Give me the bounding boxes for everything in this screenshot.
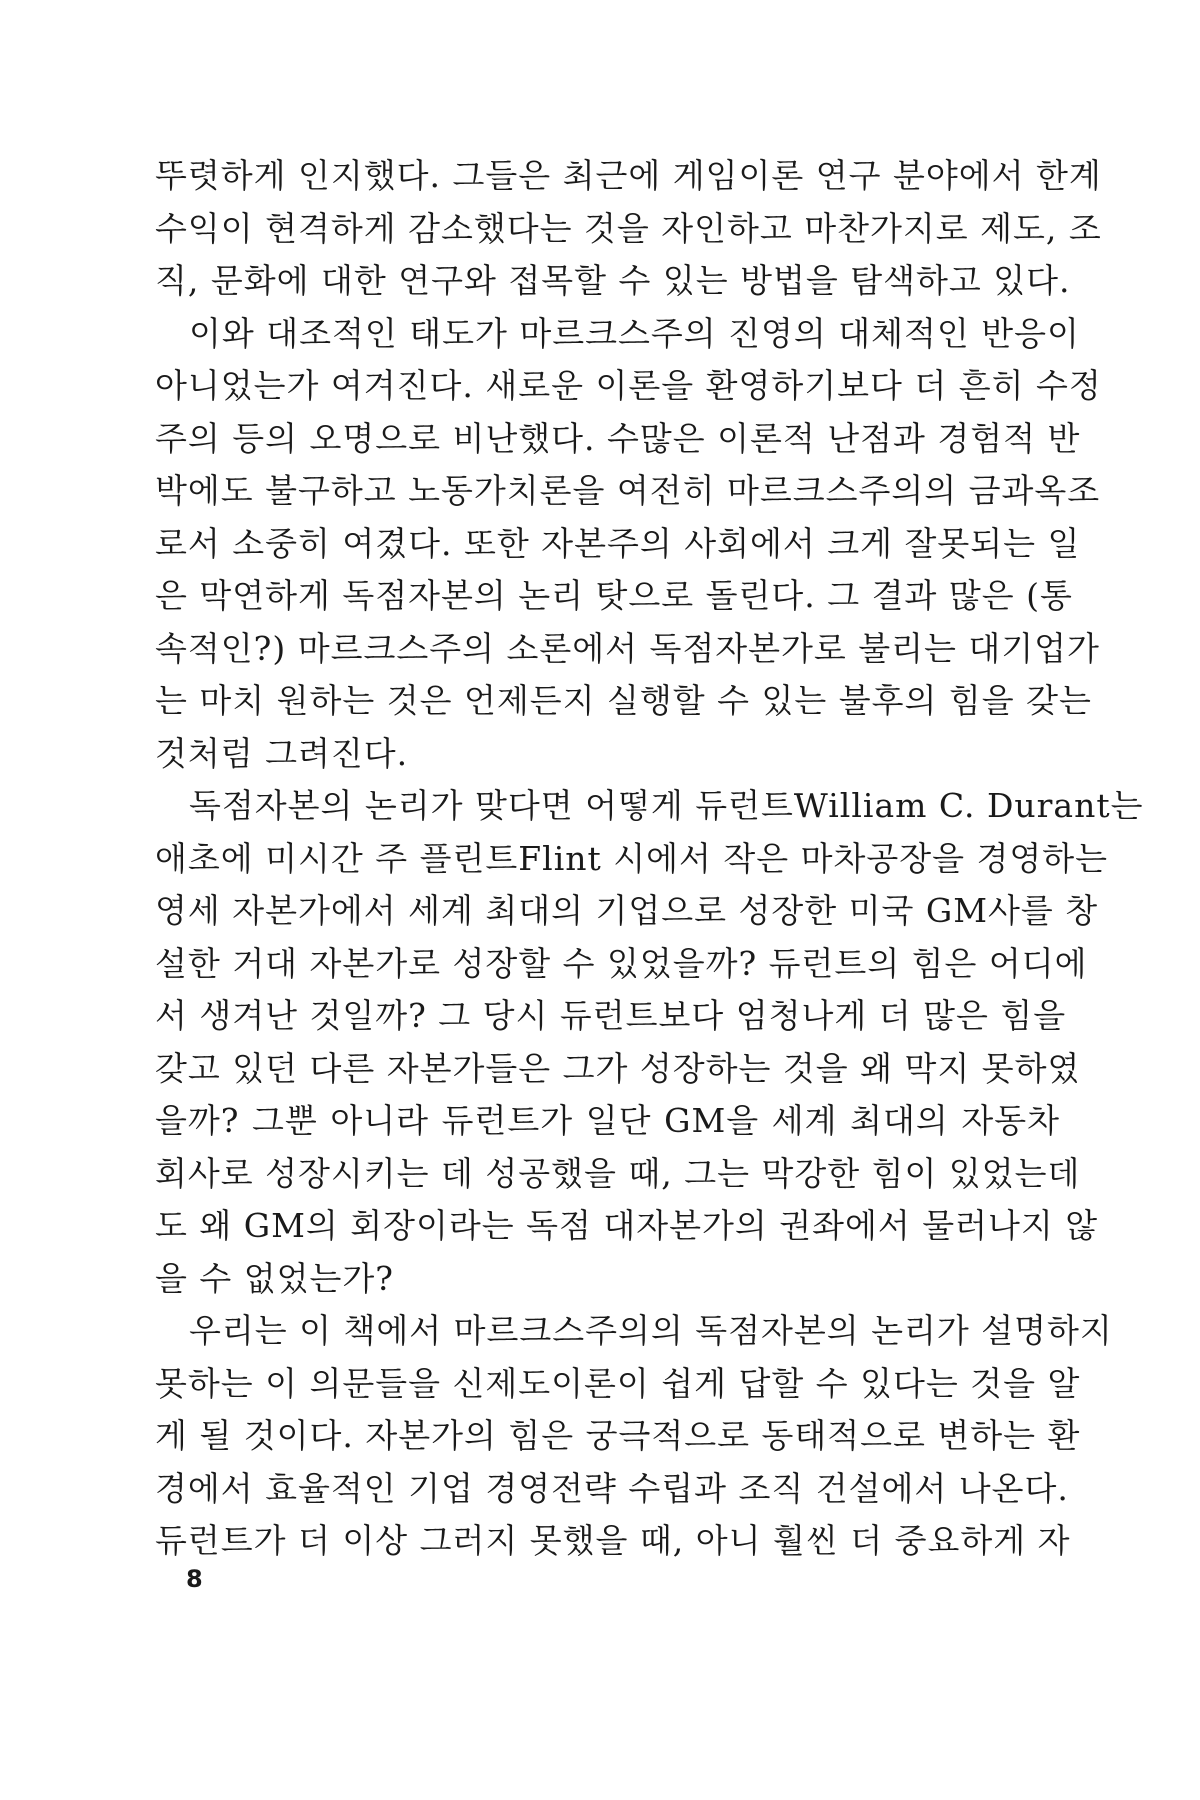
- body-text: [155, 150, 1144, 1568]
- text-line: 직, 문화에 대한 연구와 접목할 수 있는 방법을 탐색하고 있다.: [155, 261, 1071, 300]
- text-line: 수익이 현격하게 감소했다는 것을 자인하고 마찬가지로 제도, 조: [155, 208, 1102, 248]
- text-line: 회사로 성장시키는 데 성공했을 때, 그는 막강한 힘이 있었는데: [155, 1153, 1081, 1193]
- text-line: 듀런트가 더 이상 그러지 못했을 때, 아니 훨씬 더 중요하게 자: [155, 1521, 1071, 1560]
- text-line: 주의 등의 오명으로 비난했다. 수많은 이론적 난점과 경험적 반: [155, 418, 1081, 458]
- text-line: 이와 대조적인 태도가 마르크스주의 진영의 대체적인 반응이: [155, 313, 1080, 353]
- text-line: 는 마치 원하는 것은 언제든지 실행할 수 있는 불후의 힘을 갖는: [155, 681, 1092, 720]
- text-line: 뚜렷하게 인지했다. 그들은 최근에 게임이론 연구 분야에서 한계: [155, 156, 1102, 195]
- text-line: 아니었는가 여겨진다. 새로운 이론을 환영하기보다 더 흔히 수정: [155, 366, 1102, 405]
- text-line: 독점자본의 논리가 맞다면 어떻게 듀런트William C. Durant는: [155, 786, 1144, 825]
- text-line: 을까? 그뿐 아니라 듀런트가 일단 GM을 세계 최대의 자동차: [155, 1101, 1060, 1140]
- text-line: 영세 자본가에서 세계 최대의 기업으로 성장한 미국 GM사를 창: [155, 891, 1099, 930]
- text-line: 은 막연하게 독점자본의 논리 탓으로 돌린다. 그 결과 많은 (통: [155, 576, 1073, 615]
- text-line: 서 생겨난 것일까? 그 당시 듀런트보다 엄청나게 더 많은 힘을: [155, 996, 1067, 1035]
- text-line: 로서 소중히 여겼다. 또한 자본주의 사회에서 크게 잘못되는 일: [155, 523, 1081, 563]
- text-line: 설한 거대 자본가로 성장할 수 있었을까? 듀런트의 힘은 어디에: [155, 943, 1088, 983]
- text-line: 게 될 것이다. 자본가의 힘은 궁극적으로 동태적으로 변하는 환: [155, 1416, 1081, 1455]
- page-number: 8: [186, 1565, 203, 1593]
- text-line: 우리는 이 책에서 마르크스주의의 독점자본의 논리가 설명하지: [155, 1311, 1113, 1350]
- text-line: 경에서 효율적인 기업 경영전략 수립과 조직 건설에서 나온다.: [155, 1468, 1069, 1508]
- text-line: 속적인?) 마르크스주의 소론에서 독점자본가로 불리는 대기업가: [155, 628, 1100, 668]
- text-line: 갖고 있던 다른 자본가들은 그가 성장하는 것을 왜 막지 못하였: [155, 1048, 1081, 1088]
- text-line: 을 수 없었는가?: [155, 1258, 394, 1298]
- text-line: 못하는 이 의문들을 신제도이론이 쉽게 답할 수 있다는 것을 알: [155, 1363, 1081, 1403]
- text-line: 애초에 미시간 주 플린트Flint 시에서 작은 마차공장을 경영하는: [155, 838, 1109, 878]
- text-line: 것처럼 그려진다.: [155, 733, 409, 773]
- text-line: 박에도 불구하고 노동가치론을 여전히 마르크스주의의 금과옥조: [155, 471, 1101, 510]
- text-line: 도 왜 GM의 회장이라는 독점 대자본가의 권좌에서 물러나지 않: [155, 1206, 1099, 1245]
